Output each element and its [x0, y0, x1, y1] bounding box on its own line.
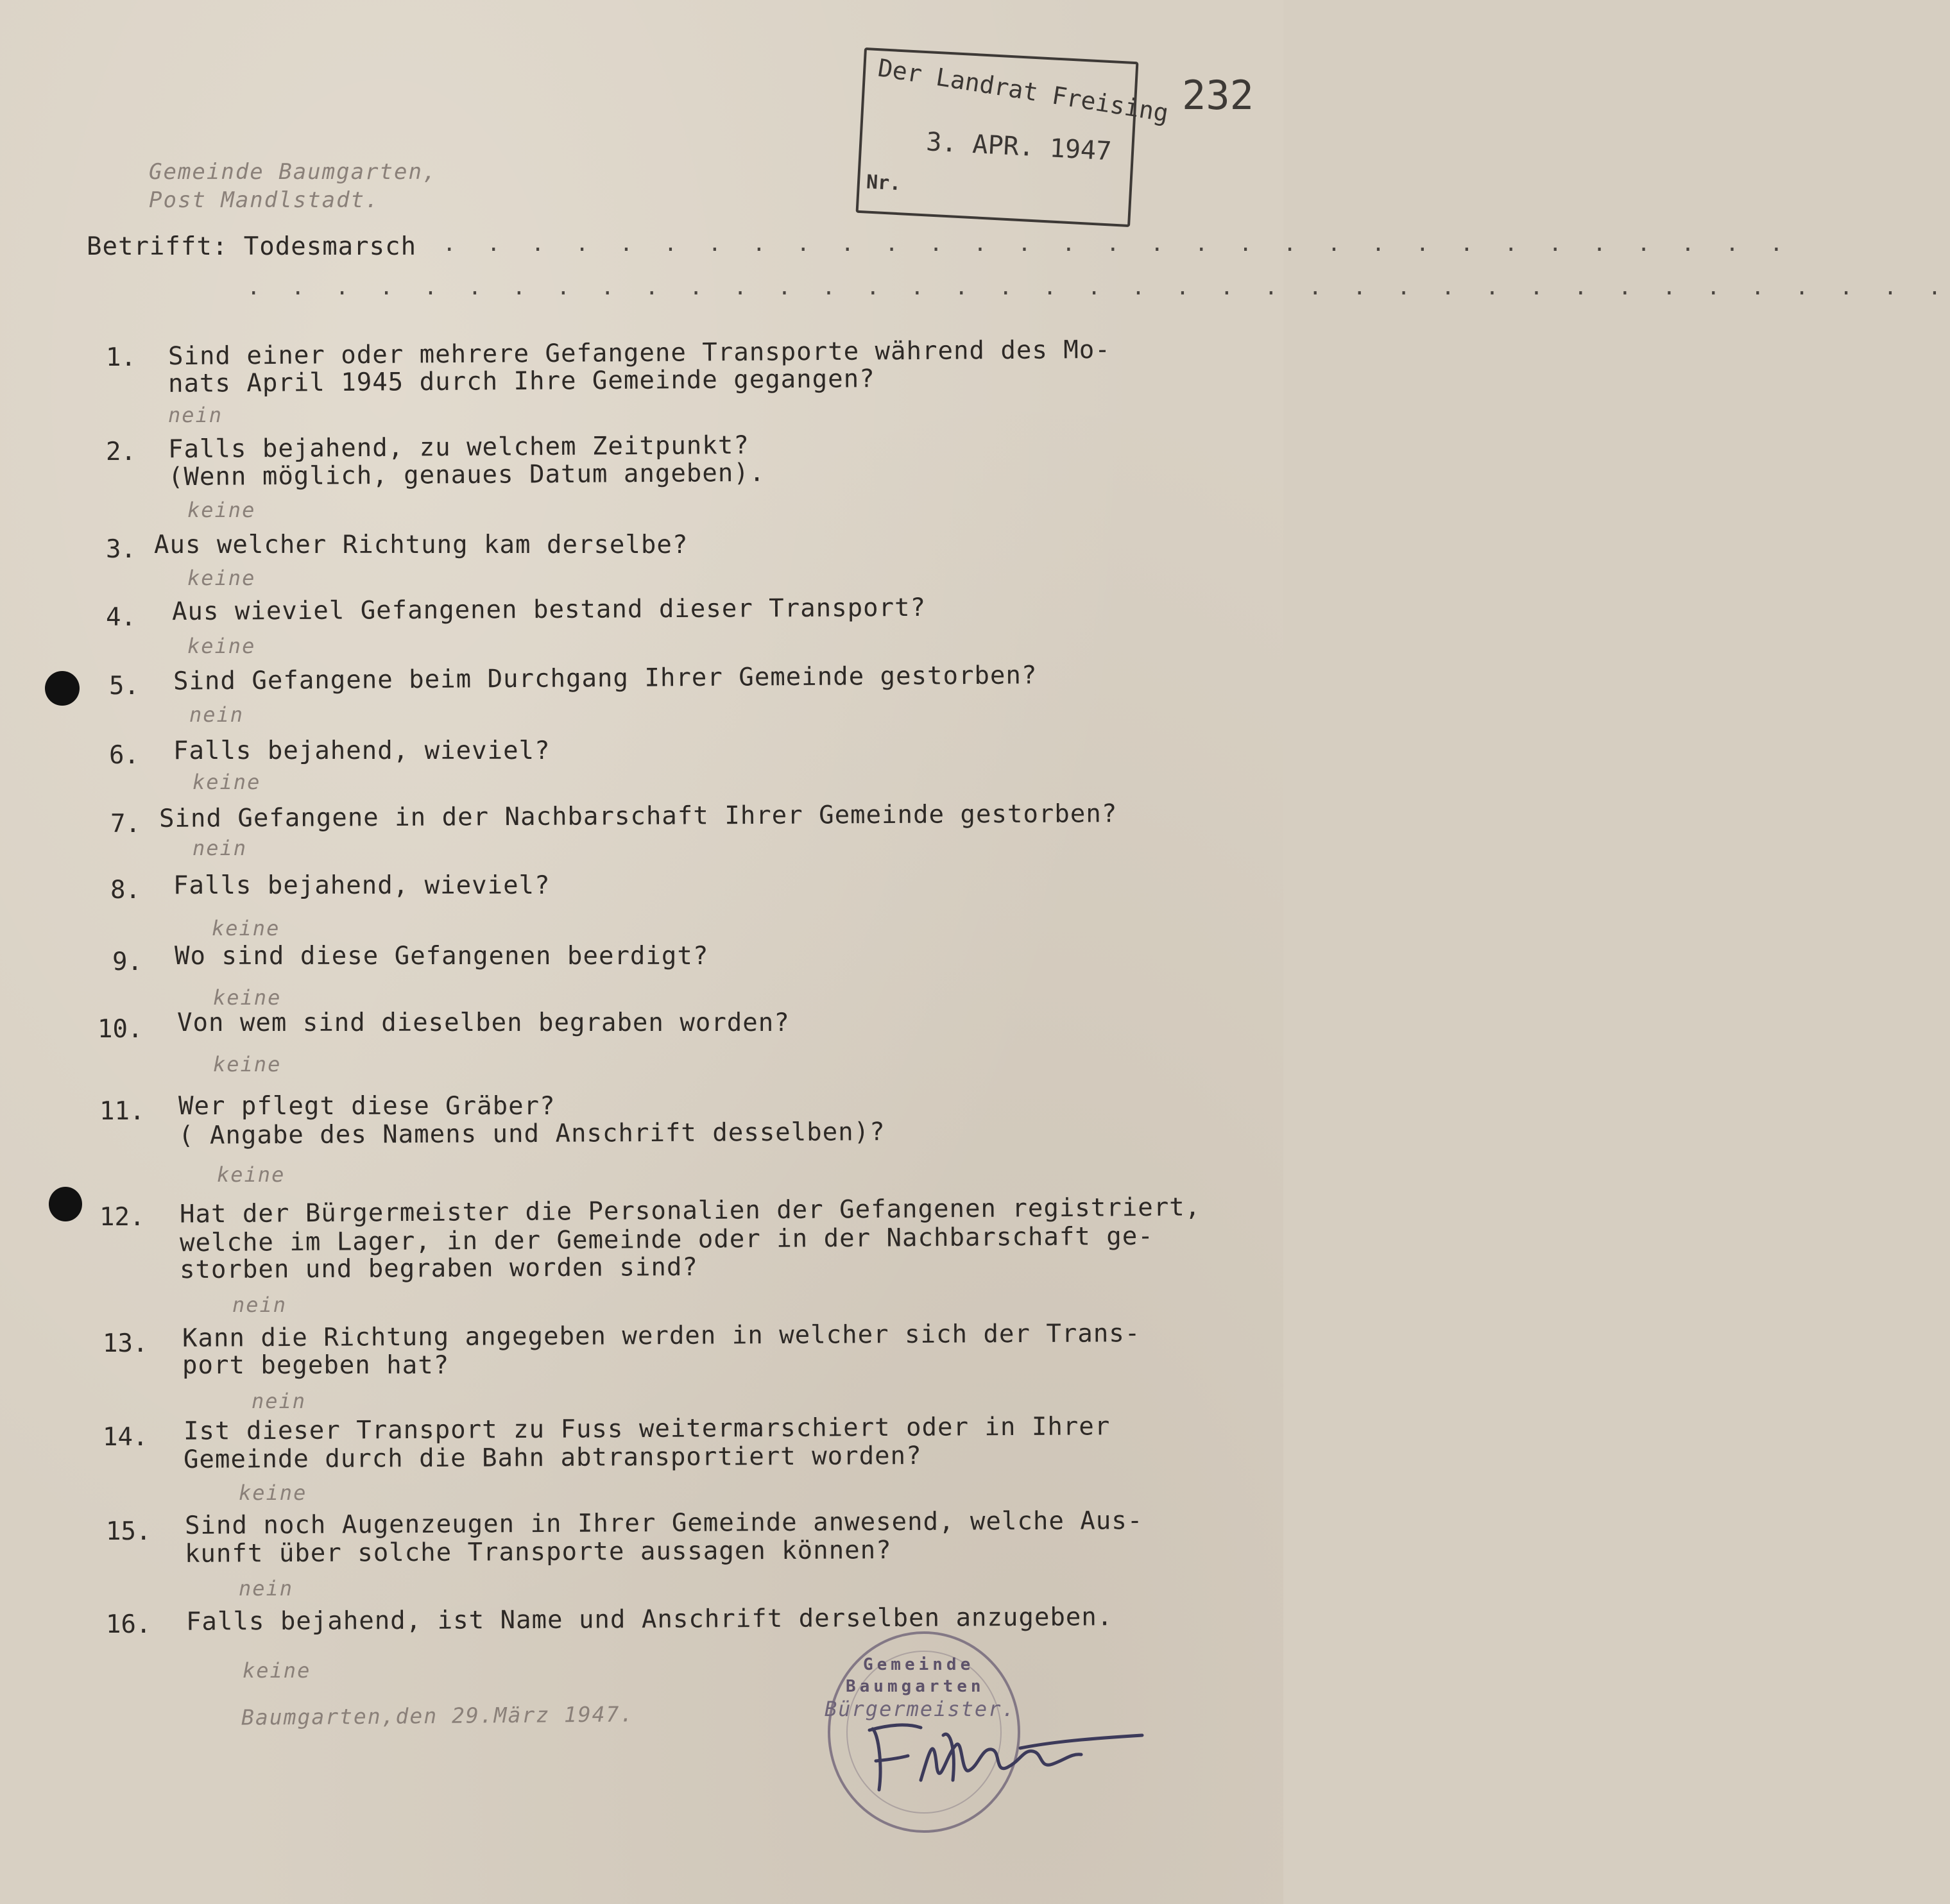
signatory-title: Bürgermeister.: [825, 1697, 1016, 1721]
question-number: 15.: [106, 1517, 151, 1546]
question-text-line: storben und begraben worden sind?: [179, 1252, 698, 1285]
seal-text-line-2: Baumgarten: [846, 1677, 985, 1696]
punch-hole-bottom: [49, 1187, 82, 1221]
subject-dots-2: . . . . . . . . . . . . . . . . . . . . . . . . . . . . . . . . . . . . . . .: [247, 275, 1950, 300]
answer-text: nein: [168, 403, 223, 427]
answer-text: nein: [189, 702, 244, 727]
question-text-line: Sind einer oder mehrere Gefangene Transporte während des Mo-: [167, 335, 1111, 371]
answer-text: keine: [217, 1162, 286, 1187]
question-text-line: Sind Gefangene in der Nachbarschaft Ihrer Gemeinde gestorben?: [158, 799, 1118, 833]
sender-line-1: Gemeinde Baumgarten,: [149, 159, 438, 185]
question-number: 13.: [103, 1329, 148, 1358]
subject-dots-1: . . . . . . . . . . . . . . . . . . . . . . . . . . . . . . .: [443, 231, 1792, 257]
handwritten-signature: [860, 1710, 1149, 1806]
question-number: 8.: [110, 876, 141, 905]
seal-text-line-1: Gemeinde: [863, 1655, 975, 1674]
question-text-line: Von wem sind dieselben begraben worden?: [177, 1008, 790, 1037]
question-text-line: (Wenn möglich, genaues Datum angeben).: [167, 458, 765, 492]
question-text-line: Aus wieviel Gefangenen bestand dieser Transport?: [171, 593, 927, 627]
question-text-line: port begeben hat?: [182, 1351, 450, 1380]
question-text-line: Falls bejahend, ist Name und Anschrift derselben anzugeben.: [185, 1602, 1113, 1636]
answer-text: keine: [187, 498, 256, 522]
question-text-line: kunft über solche Transporte aussagen können?: [184, 1536, 892, 1568]
question-number: 14.: [103, 1423, 148, 1452]
question-number: 4.: [106, 603, 136, 632]
question-text-line: Gemeinde durch die Bahn abtransportiert worden?: [183, 1441, 922, 1475]
question-text-line: nats April 1945 durch Ihre Gemeinde gegangen?: [167, 364, 875, 398]
answer-text: keine: [243, 1658, 311, 1683]
question-text-line: Sind noch Augenzeugen in Ihrer Gemeinde anwesend, welche Aus-: [184, 1506, 1143, 1540]
question-text-line: Wer pflegt diese Gräber?: [178, 1092, 556, 1121]
answer-text: keine: [187, 634, 256, 658]
question-number: 12.: [99, 1203, 145, 1232]
stamp-office: Der Landrat Freising: [876, 53, 1171, 128]
question-number: 1.: [106, 343, 136, 372]
question-text-line: Falls bejahend, wieviel?: [173, 736, 551, 765]
punch-hole-top: [45, 671, 80, 706]
question-number: 5.: [109, 672, 139, 701]
answer-text: nein: [232, 1293, 287, 1317]
answer-text: keine: [213, 985, 282, 1010]
stamp-date: 3. APR. 1947: [925, 127, 1113, 167]
answer-text: keine: [192, 770, 261, 794]
question-number: 16.: [106, 1610, 151, 1639]
question-number: 9.: [112, 948, 142, 976]
question-text-line: Hat der Bürgermeister die Personalien der Gefangenen registriert,: [179, 1193, 1201, 1229]
page-number: 232: [1182, 72, 1254, 119]
subject-label: Betrifft: Todesmarsch: [87, 232, 417, 261]
question-text-line: Wo sind diese Gefangenen beerdigt?: [175, 942, 709, 971]
question-number: 2.: [106, 438, 136, 466]
question-text-line: Aus welcher Richtung kam derselbe?: [154, 531, 688, 559]
question-text-line: Kann die Richtung angegeben werden in welcher sich der Trans-: [182, 1319, 1141, 1353]
question-number: 6.: [109, 741, 139, 770]
question-text-line: Sind Gefangene beim Durchgang Ihrer Gemeinde gestorben?: [173, 661, 1038, 696]
answer-text: nein: [192, 836, 248, 860]
sender-line-2: Post Mandlstadt.: [149, 187, 380, 213]
question-text-line: Ist dieser Transport zu Fuss weitermarschiert oder in Ihrer: [183, 1412, 1111, 1446]
answer-text: nein: [239, 1576, 294, 1601]
question-number: 7.: [110, 810, 141, 838]
question-text-line: ( Angabe des Namens und Anschrift desselben)?: [178, 1118, 885, 1150]
answer-text: keine: [212, 916, 280, 940]
answer-text: keine: [239, 1481, 307, 1505]
question-text-line: Falls bejahend, wieviel?: [173, 871, 551, 900]
place-date: Baumgarten,den 29.März 1947.: [241, 1701, 635, 1730]
question-number: 10.: [98, 1015, 143, 1044]
question-text-line: Falls bejahend, zu welchem Zeitpunkt?: [167, 430, 749, 464]
question-number: 11.: [99, 1097, 145, 1126]
question-text-line: welche im Lager, in der Gemeinde oder in der Nachbarschaft ge-: [179, 1221, 1154, 1258]
received-stamp: [856, 47, 1171, 227]
stamp-nr-label: Nr.: [866, 171, 902, 196]
answer-text: keine: [213, 1052, 282, 1076]
answer-text: keine: [187, 566, 256, 590]
question-number: 3.: [106, 535, 136, 564]
answer-text: nein: [252, 1389, 307, 1413]
